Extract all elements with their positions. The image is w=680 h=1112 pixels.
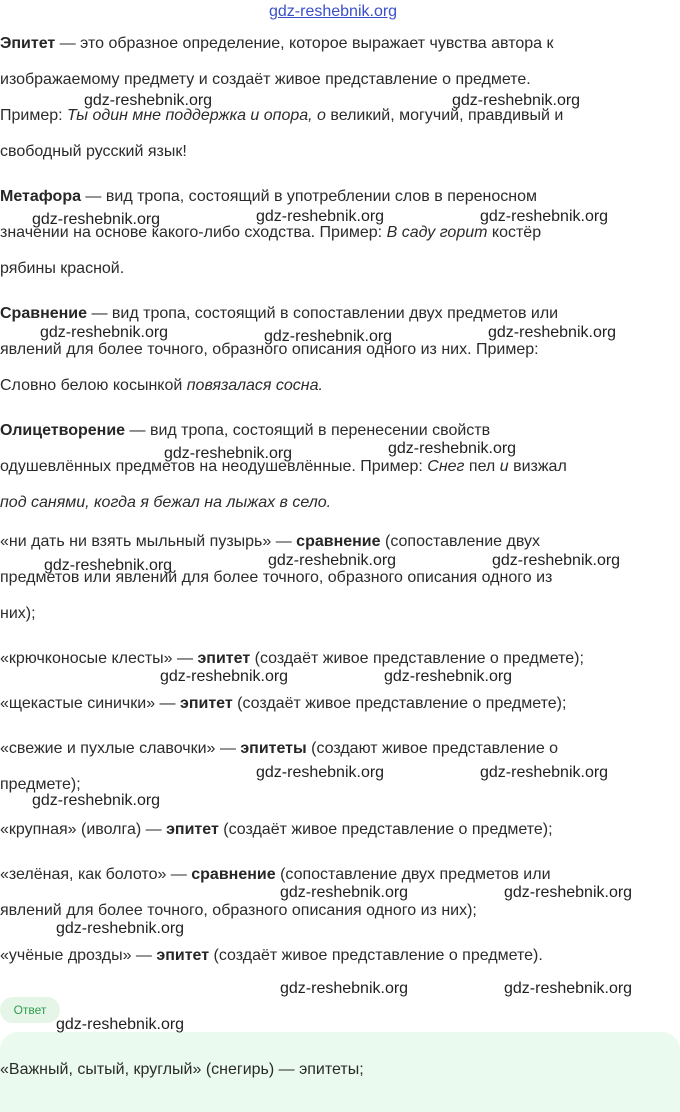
comparison-term: Сравнение	[0, 305, 88, 322]
analysis-line: «ни дать ни взять мыльный пузырь» — сравнение (сопоставление двух	[0, 533, 540, 550]
watermark: gdz-reshebnik.org	[480, 764, 609, 781]
watermark: gdz-reshebnik.org	[504, 980, 633, 997]
epithet-definition-line2: изображаемому предмету и создаёт живое представление о предмете.	[0, 71, 531, 88]
watermark: gdz-reshebnik.org	[164, 445, 293, 462]
watermark: gdz-reshebnik.org	[384, 668, 513, 685]
epithet-example-line2: свободный русский язык!	[0, 143, 187, 160]
metaphor-term: Метафора	[0, 188, 81, 205]
metaphor-definition-line1: Метафора — вид тропа, состоящий в употреблении слов в переносном	[0, 188, 538, 205]
analysis-line: «зелёная, как болото» — сравнение (сопоставление двух предметов или	[0, 866, 551, 883]
analysis-line: них);	[0, 605, 36, 622]
comparison-example-line: Словно белою косынкой повязалася сосна.	[0, 377, 323, 394]
watermark: gdz-reshebnik.org	[56, 920, 185, 937]
epithet-term: Эпитет	[0, 35, 56, 52]
personification-definition-line2: одушевлённых предметов на неодушевлённые. Пример: Снег пел и визжал	[0, 458, 567, 475]
analysis-line: «крючконосые клесты» — эпитет (создаёт живое представление о предмете);	[0, 650, 584, 667]
epithet-definition-line1: Эпитет — это образное определение, которое выражает чувства автора к	[0, 35, 554, 52]
analysis-line: предметов или явлений для более точного, образного описания одного из	[0, 569, 553, 586]
personification-term: Олицетворение	[0, 422, 126, 439]
personification-definition-line1: Олицетворение — вид тропа, состоящий в перенесении свойств	[0, 422, 491, 439]
epithet-example-line: Пример: Ты один мне поддержка и опора, о великий, могучий, правдивый и	[0, 107, 564, 124]
watermark: gdz-reshebnik.org	[32, 792, 161, 809]
watermark: gdz-reshebnik.org	[488, 324, 617, 341]
watermark: gdz-reshebnik.org	[84, 92, 213, 109]
watermark: gdz-reshebnik.org	[256, 764, 385, 781]
watermark: gdz-reshebnik.org	[32, 211, 161, 228]
analysis-line: «щекастые синички» — эпитет (создаёт живое представление о предмете);	[0, 695, 567, 712]
watermark: gdz-reshebnik.org	[160, 668, 289, 685]
answer-text: «Важный, сытый, круглый» (снегирь) — эпитеты;	[0, 1061, 364, 1078]
analysis-line: предмете);	[0, 776, 81, 793]
analysis-line: явлений для более точного, образного описания одного из них);	[0, 902, 477, 919]
watermark-link[interactable]: gdz-reshebnik.org	[269, 3, 398, 20]
watermark: gdz-reshebnik.org	[280, 884, 409, 901]
personification-example-line: под санями, когда я бежал на лыжах в село.	[0, 494, 332, 511]
watermark: gdz-reshebnik.org	[280, 980, 409, 997]
metaphor-example-line: рябины красной.	[0, 260, 125, 277]
analysis-line: «крупная» (иволга) — эпитет (создаёт живое представление о предмете);	[0, 821, 553, 838]
watermark: gdz-reshebnik.org	[268, 552, 397, 569]
metaphor-example-italic: В саду горит	[386, 224, 488, 241]
comparison-definition-line1: Сравнение — вид тропа, состоящий в сопоставлении двух предметов или	[0, 305, 559, 322]
watermark: gdz-reshebnik.org	[480, 208, 609, 225]
analysis-line: «учёные дрозды» — эпитет (создаёт живое представление о предмете).	[0, 947, 543, 964]
watermark: gdz-reshebnik.org	[264, 328, 393, 345]
watermark: gdz-reshebnik.org	[56, 1016, 185, 1033]
watermark: gdz-reshebnik.org	[40, 324, 169, 341]
watermark: gdz-reshebnik.org	[452, 92, 581, 109]
watermark: gdz-reshebnik.org	[388, 440, 517, 457]
comparison-example-italic: повязалася сосна.	[186, 377, 323, 394]
watermark: gdz-reshebnik.org	[256, 208, 385, 225]
watermark: gdz-reshebnik.org	[492, 552, 621, 569]
analysis-line: «свежие и пухлые славочки» — эпитеты (создают живое представление о	[0, 740, 559, 757]
watermark: gdz-reshebnik.org	[44, 557, 173, 574]
epithet-example-italic: Ты один мне поддержка и опора, о	[67, 107, 326, 124]
metaphor-definition-line2: значении на основе какого-либо сходства. Пример: В саду горит костёр	[0, 224, 542, 241]
comparison-definition-line2: явлений для более точного, образного описания одного из них. Пример:	[0, 341, 539, 358]
watermark: gdz-reshebnik.org	[504, 884, 633, 901]
answer-badge: Ответ	[0, 997, 60, 1023]
